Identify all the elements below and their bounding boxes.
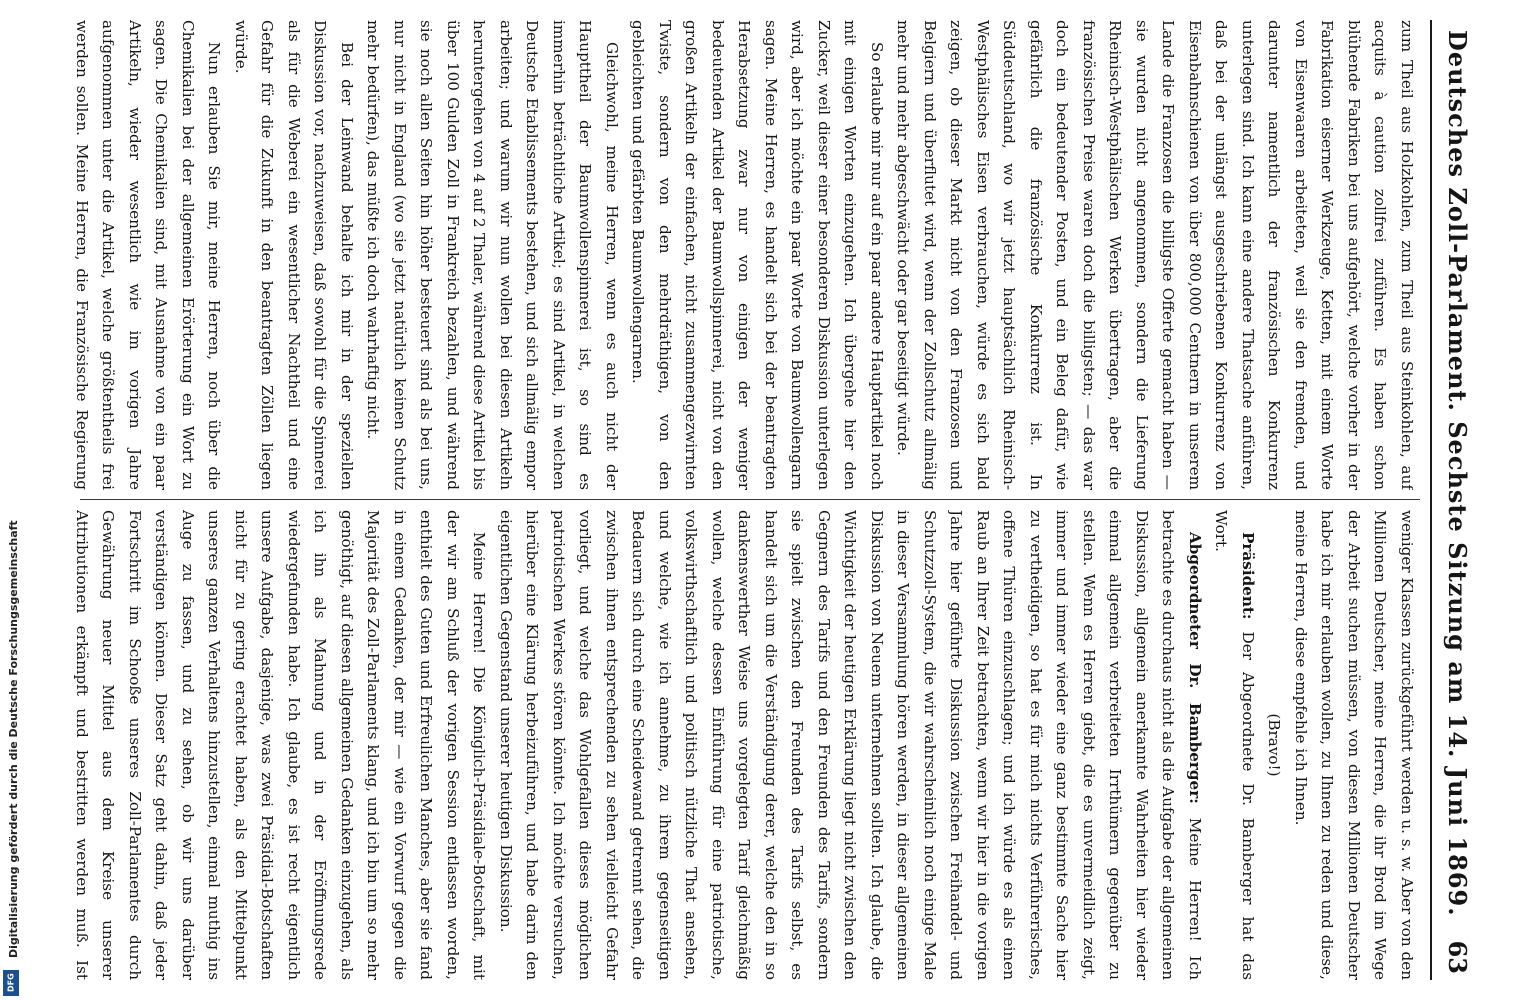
speech-text: Meine Herren! Ich betrachte es durchaus nicht als die Aufgabe der allgemeinen Diskussion, allgemein anerkannte Wahrheiten hier wieder einmal allgemein verbreiteten Irrthümern gegenüber zu stellen. Wenn es Herren giebt, die es unvermeidlich zeigt, immer und immer wieder eine ganz bestimmte Sache hier zu vertheidigen, so hat es für mich nichts Verführerisches, offene Thüren einzuschlagen; und ich würde es als einen Raub an Ihrer Zeit betrachten, wenn wir hier in die vorigen Jahre hier geführte Diskussion zwischen Freihandel- und Schutzzoll-System, die wir wahrscheinlich noch einige Male in dieser Versammlung hören werden, in dieser allgemeinen Diskussion von Neuem unternehmen sollten. Ich glaube, die Wichtigkeit der heutigen Erklärung liegt nicht zwischen den Gegnern des Tarifs und den Freunden des Tarifs, sondern sie spielt zwischen den Freunden des Tarifs selbst, es handelt sich um die Verständigung derer, welche den in so dankenswerther Weise uns vorgelegten Tarif gleichmäßig wollen, welche dessen Einführung für eine patriotische, volkswirthschaftlich und politisch nützliche That ansehen, und welche, wie ich annehme, zu ihrem gegenseitigen Bedauern sich durch eine Scheidewand getrennt sehen, die zwischen ihnen entsprechenden zu sehen vielleicht Gefahr vorliegt, und welche das Wohlgefallen dieses möglichen patriotischen Werkes stören könnte. Ich möchte versuchen, hierüber eine Klärung herbeizuführen, und habe darin den eigentlichen Gegenstand unserer heutigen Diskussion. [497, 510, 1204, 980]
paragraph: Meine Herren! Die Königlich-Präsidiale-Botschaft, mit der wir am Schluß der vorigen Session entlassen worden, enthielt des Guten und Erfreulichen Manches, aber sie fand in einem Gedanken, der mir — wie ein Vorwurf gegen die Majorität des Zoll-Parlaments klang, und ich bin um so mehr genöthigt, auf diesen allgemeinen Gedanken einzugehen, als ich ihn als Mahnung und in der Eröffnungsrede wiedergefunden habe. Ich glaube, es ist recht eigentlich unsere Aufgabe, dasjenige, was zwei Präsidial-Botschaften nicht für zu gering erachtet haben, als den Mittelpunkt unseres ganzen Verhaltens hinzustellen, einmal muthig ins Auge zu fassen, und zu sehen, ob wir uns darüber verständigen können. Dieser Satz geht dahin, daß jeder Fortschritt im Schooße unseres Zoll-Parlamentes durch Gewährung neuer Mittel aus dem Kreise unserer Attributionen erkämpft und bestritten werden muß. Ist [73, 510, 489, 980]
paragraph: Nun erlauben Sie mir, meine Herren, noch über die Chemikalien bei der allgemeinen Erörterung ein Wort zu sagen. Die Chemikalien sind, mit Ausnahme von ein paar Artikeln, wieder wesentlich wie im vorigen Jahre aufgenommen unter die Artikel, welche größtentheils frei werden sollen. Meine Herren, die Französische Regierung [73, 20, 224, 490]
president-label: Präsident: [1239, 532, 1257, 620]
speaker-label: Abgeordneter Dr. Bamberger: [1186, 532, 1204, 804]
paragraph: zum Theil aus Holzkohlen, zum Theil aus Steinkohlen, auf acquits à caution zollfrei zuführen. Es haben schon blühende Fabriken bei uns aufgehört, welche vorher in der Fabrikation eiserner Werkzeuge, Ketten, mit einem Worte von Eisenwaaren arbeiteten, weil sie den fremden, und darunter namentlich der französischen Konkurrenz unterlegen sind. Ich kann eine andere Thatsache anführen, daß bei der unlängst ausgeschriebenen Konkurrenz von Eisenbahnschienen von über 800,000 Centnern in unserem Lande die Franzosen die billigste Offerte gemacht haben — sie wurden nicht angenommen, sondern die Lieferung Rheinisch-Westphälischen Werken übertragen, aber die französischen Preise waren doch die billigsten; — das war doch ein bedeutender Posten, und ein Beleg dafür, wie gefährlich die französische Konkurrenz ist. In Süddeutschland, wo wir jetzt hauptsächlich Rheinisch-Westphälisches Eisen verbrauchen, würde es sich bald zeigen, ob dieser Markt nicht von den Franzosen und Belgiern und überflutet wird, wenn der Zollschutz allmälig mehr und mehr abgeschwächt oder gar beseitigt würde. [894, 20, 1416, 490]
speaker-paragraph [493, 510, 1209, 980]
page-header [1430, 20, 1476, 980]
paragraph: Bei der Leinwand behalte ich mir in der speziellen Diskussion vor, nachzuweisen, daß sowohl für die Spinnerei als für die Weberei ein wesentlicher Nachtheil und eine Gefahr für die Zukunft in den beantragten Zöllen liegen würde. [232, 20, 356, 490]
column-divider [80, 499, 1420, 500]
paragraph: So erlaube mir nur auf ein paar andere Hauptartikel noch mit einigen Worten einzugehen. Ich übergehe hier den Zucker, weil dieser einer besonderen Diskussion unterlegen wird, aber ich möchte ein paar Worte von Baumwollengarn sagen. Meine Herren, es handelt sich bei der beantragten Herabsetzung zwar nur von einigen der weniger bedeutenden Artikel der Baumwollspinnerei, nicht von den großen Artikeln der einfachen, nicht zusammengezwirnten Twiste, sondern von den mehrdräthigen, von den gebleichten und gefärbten Baumwollengarnen. [629, 20, 886, 490]
president-remark [1208, 510, 1261, 980]
newspaper-page [62, 0, 1482, 1000]
page-number: 63 [1443, 940, 1472, 974]
applause-note: (Bravo!) [1265, 713, 1284, 777]
paragraph: weniger Klassen zurückgeführt werden u. s. w. Aber von den Millionen Deutscher, meine Herren, die ihr Brod im Wege der Arbeit suchen müssen, von diesen Millionen Deutscher habe ich mir erlauben wollen, zu Ihnen zu reden und diese, meine Herren, diese empfehle ich Ihnen. [1292, 510, 1416, 980]
paragraph: Gleichwohl, meine Herren, wenn es auch nicht der Haupttheil der Baumwollenspinnerei ist, so sind es immerhin beträchtliche Artikel; es sind Artikel, in welchen Deutsche Etablissements bestehen, und sich allmälig empor arbeiten; und warum wir nun wollen bei diesen Artikeln heruntergehen von 4 auf 2 Thaler, während diese Artikel bis über 100 Gulden Zoll in Frankreich bezahlen, und während sie noch allen Seiten hin höher besteuert sind als bei uns, nur nicht in England (wo sie jetzt natürlich keinen Schutz mehr bedürfen), das müßte ich doch wahrhaftig nicht. [364, 20, 621, 490]
page-title: Deutsches Zoll-Parlament. Sechste Sitzung am 14. Juni 1869. [1443, 30, 1472, 917]
dfg-logo-icon: DFG [3, 970, 19, 996]
digitization-notice-text: Digitalisierung gefördert durch die Deutsche Forschungsgemeinschaft [7, 520, 20, 958]
president-text: Der Abgeordnete Dr. Bamberger hat das Wort. [1212, 510, 1257, 980]
text-column-right [72, 510, 1420, 980]
rotated-page-content [62, 0, 1482, 1000]
text-column-left [72, 20, 1420, 490]
digitization-notice [4, 0, 26, 1000]
